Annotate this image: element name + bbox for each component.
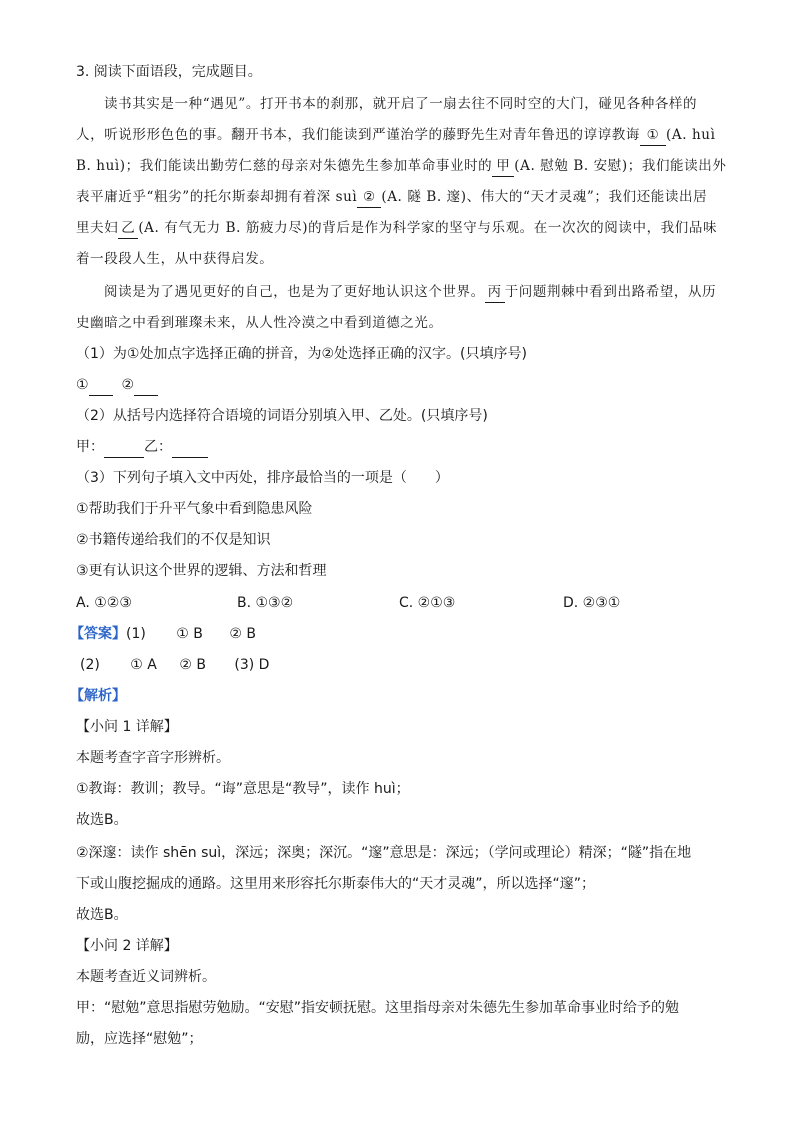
fill-label: 甲：: [76, 439, 104, 455]
passage-line: 读书其实是一种“遇见”。打开书本的刹那，就开启了一扇去往不同时空的大门，碰见各种各样的: [104, 96, 698, 112]
passage-text: B. huì)；我们能读出勤劳仁慈的母亲对朱德先生参加革命事业时的: [76, 158, 493, 174]
passage-line: 着一段段人生，从中获得启发。: [76, 251, 274, 267]
blank-1: ①: [640, 125, 666, 146]
passage-text: (A. 有气无力 B. 筋疲力尽)的背后是作为科学家的坚守与乐观。在一次次的阅读中，我们品味: [138, 220, 718, 236]
analysis-heading-2: 【小问 2 详解】: [76, 938, 178, 954]
option-b: B. ①③②: [237, 595, 294, 611]
passage-text: 人，听说形形色色的事。翻开书本，我们能读到严谨治学的藤野先生对青年鲁迅的谆谆教诲: [76, 127, 640, 143]
passage-line: 史幽暗之中看到璀璨未来，从人性冷漠之中看到道德之光。: [76, 315, 443, 331]
question-title: 3. 阅读下面语段，完成题目。: [76, 64, 262, 80]
passage-text: 阅读是为了遇见更好的自己，也是为了更好地认识这个世界。: [104, 284, 485, 300]
analysis-text: 本题考查近义词辨析。: [76, 969, 216, 985]
passage-line: [76, 218, 726, 239]
answer-part: (2): [80, 657, 100, 673]
analysis-text: ②深邃：读作 shēn suì，深远；深奥；深沉。“邃”意思是：深远；（学问或理论）精深；“隧”指在地: [76, 845, 692, 861]
blank-yi: 乙: [118, 218, 138, 239]
blank-jia: 甲: [492, 156, 514, 177]
answer-value: (3) D: [234, 657, 270, 673]
answer-blank: [134, 375, 158, 396]
answer-value: ① A: [130, 657, 157, 673]
answer-blank: [172, 437, 208, 458]
passage-line: [76, 187, 726, 208]
passage-text: (A. huì: [666, 127, 716, 143]
answer-label: 【答案】: [70, 626, 126, 642]
analysis-text: 故选B。: [76, 907, 128, 923]
answer-part: (1): [126, 626, 146, 642]
sub-question-1: （1）为①处加点字选择正确的拼音，为②处选择正确的汉字。(只填序号): [76, 346, 527, 362]
fill-label: ①: [76, 377, 89, 393]
sentence-3: ③更有认识这个世界的逻辑、方法和哲理: [76, 563, 327, 579]
answer-value: ① B: [176, 626, 203, 642]
answer-line-2: [80, 655, 730, 675]
answer-blank: [89, 375, 113, 396]
option-c: C. ②①③: [399, 595, 456, 611]
option-d: D. ②③①: [563, 595, 621, 611]
blank-bing: 丙: [485, 282, 505, 303]
analysis-label: 【解析】: [70, 688, 126, 704]
analysis-text: 故选B。: [76, 812, 128, 828]
analysis-text: 下或山腹挖掘成的通路。这里用来形容托尔斯泰伟大的“天才灵魂”，所以选择“邃”；: [76, 876, 596, 892]
passage-text: (A. 慰勉 B. 安慰)；我们能读出外: [514, 158, 727, 174]
fill-label: ②: [121, 377, 135, 393]
analysis-text: 励，应选择“慰勉”；: [76, 1031, 203, 1047]
sub-question-1-fill: [76, 375, 726, 396]
passage-line: [76, 125, 726, 146]
fill-label: 乙：: [144, 439, 172, 455]
passage-line: [104, 282, 754, 303]
analysis-text: 本题考查字音字形辨析。: [76, 750, 230, 766]
sentence-2: ②书籍传递给我们的不仅是知识: [76, 532, 271, 548]
sub-question-2: （2）从括号内选择符合语境的词语分别填入甲、乙处。(只填序号): [76, 408, 488, 424]
sub-question-3: （3）下列句子填入文中丙处，排序最恰当的一项是（ ）: [76, 470, 449, 486]
answer-line-1: [70, 624, 720, 644]
passage-text: 于问题荆棘中看到出路希望，从历: [504, 284, 717, 300]
blank-2: ②: [357, 187, 381, 208]
sentence-1: ①帮助我们于升平气象中看到隐患风险: [76, 501, 313, 517]
passage-text: 表平庸近乎“粗劣”的托尔斯泰却拥有着深 suì: [76, 189, 358, 205]
answer-value: ② B: [229, 626, 256, 642]
analysis-text: 甲：“慰勉”意思指慰劳勉励。“安慰”指安顿抚慰。这里指母亲对朱德先生参加革命事业时给予的勉: [76, 1000, 680, 1016]
answer-blank: [104, 437, 144, 458]
passage-text: 里夫妇: [76, 220, 119, 236]
option-a: A. ①②③: [76, 595, 132, 611]
analysis-text: ①教诲：教训；教导。“诲”意思是“教导”，读作 huì；: [76, 781, 410, 797]
sub-question-2-fill: [76, 437, 726, 458]
passage-line: [76, 156, 726, 177]
answer-value: ② B: [179, 657, 206, 673]
analysis-heading-1: 【小问 1 详解】: [76, 719, 178, 735]
passage-text: (A. 隧 B. 邃)、伟大的“天才灵魂”；我们还能读出居: [381, 189, 708, 205]
